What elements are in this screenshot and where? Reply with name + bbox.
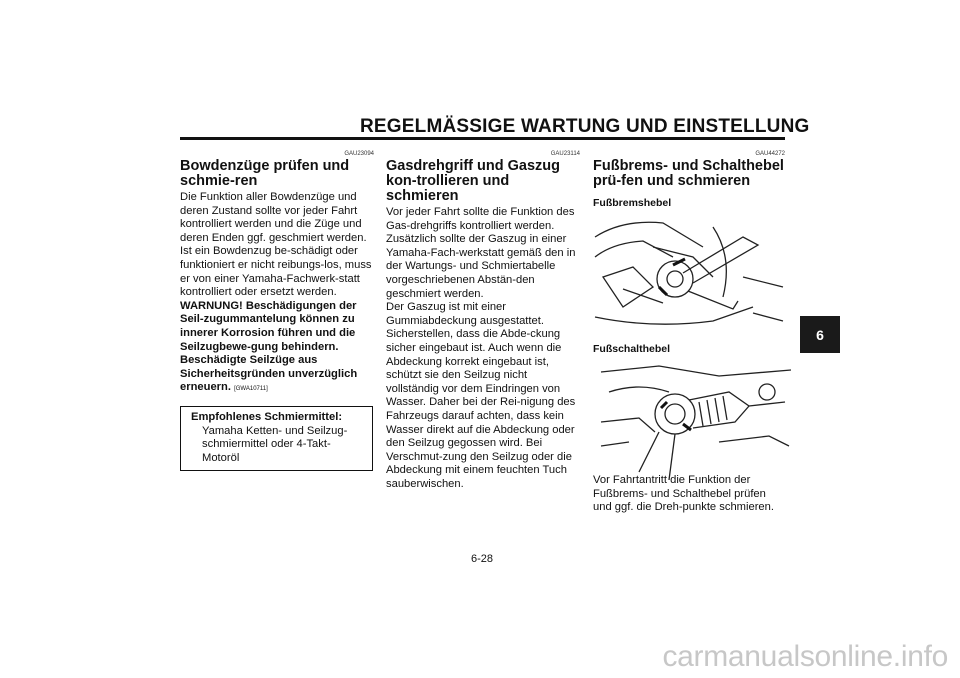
- warning-text: [180, 300, 374, 397]
- warning-code: [GWA10711]: [234, 386, 268, 393]
- section-throttle: [386, 150, 580, 491]
- lubricant-title: Empfohlenes Schmiermittel:: [191, 410, 343, 423]
- section-body-1: Vor jeder Fahrt sollte die Funktion des Gas-drehgriffs kontrolliert werden. Zusätzlich sollte der Gaszug in einer Yamaha-Fach-werkstatt gemäß den in der Wartungs- und Schmiertabelle vorgeschriebenen Abstän-den geschmiert werden.: [386, 206, 576, 300]
- section-levers: [593, 150, 785, 480]
- section-heading: Fußbrems- und Schalthebel prü-fen und schmieren: [593, 158, 784, 189]
- title-rule: [180, 137, 785, 140]
- shift-lever-illustration: [599, 362, 791, 480]
- levers-body: Vor Fahrtantritt die Funktion der Fußbrems- und Schalthebel prüfen und ggf. die Dreh-punkte schmieren.: [593, 474, 774, 514]
- brake-lever-illustration: [593, 217, 785, 335]
- subheading-shift-lever: Fußschalthebel: [593, 342, 671, 355]
- page-number: 6-28: [470, 553, 494, 565]
- section-code: GAU23114: [550, 151, 580, 157]
- lubricant-text: Yamaha Ketten- und Seilzug-schmiermittel oder 4-Takt-Motoröl: [202, 424, 348, 464]
- page-title: REGELMÄSSIGE WARTUNG UND EINSTELLUNG: [360, 116, 810, 137]
- section-body-2: Der Gaszug ist mit einer Gummiabdeckung ausgestattet. Sicherstellen, dass die Abde-ckung sicher eingebaut ist. Auch wenn die Abdeckung korrekt eingebaut ist, schützt sie den Seilzug nicht vollständig vor dem Eindringen von Wasser. Daher bei der Rei-nigung des Fahrzeugs darauf achten, dass kein Wasser direkt auf die Abdeckung oder den Seilzug gegossen wird. Bei Verschmut-zung den Seilzug oder die Abdeckung mit einem feuchten Tuch sauberwischen.: [386, 301, 576, 490]
- section-heading: Gasdrehgriff und Gaszug kon-trollieren und schmieren: [386, 158, 561, 204]
- section-heading: Bowdenzüge prüfen und schmie-ren: [180, 158, 350, 189]
- section-body: Die Funktion aller Bowdenzüge und deren Zustand sollte vor jeder Fahrt kontrolliert werden und die Züge und deren Enden ggf. geschmiert werden. Ist ein Bowdenzug be-schädigt oder funktioniert er nicht reibungs-los, muss er von einer Yamaha-Fachwerk-statt kontrolliert oder ersetzt werden.: [180, 191, 372, 299]
- section-code: GAU44272: [755, 151, 785, 157]
- section-cables: [180, 150, 374, 471]
- lubricant-box: [180, 406, 373, 471]
- watermark: carmanualsonline.info: [662, 640, 948, 673]
- section-code: GAU23094: [344, 151, 374, 157]
- chapter-tab: 6: [800, 316, 840, 353]
- subheading-brake-lever: Fußbremshebel: [593, 197, 672, 209]
- warning-body: WARNUNG! Beschädigungen der Seil-zugummantelung können zu innerer Korrosion führen und die Seilzugbewe-gung behindern. Beschädigte Seilzüge aus Sicherheitsgründen unverzüglich erneuern.: [180, 299, 358, 394]
